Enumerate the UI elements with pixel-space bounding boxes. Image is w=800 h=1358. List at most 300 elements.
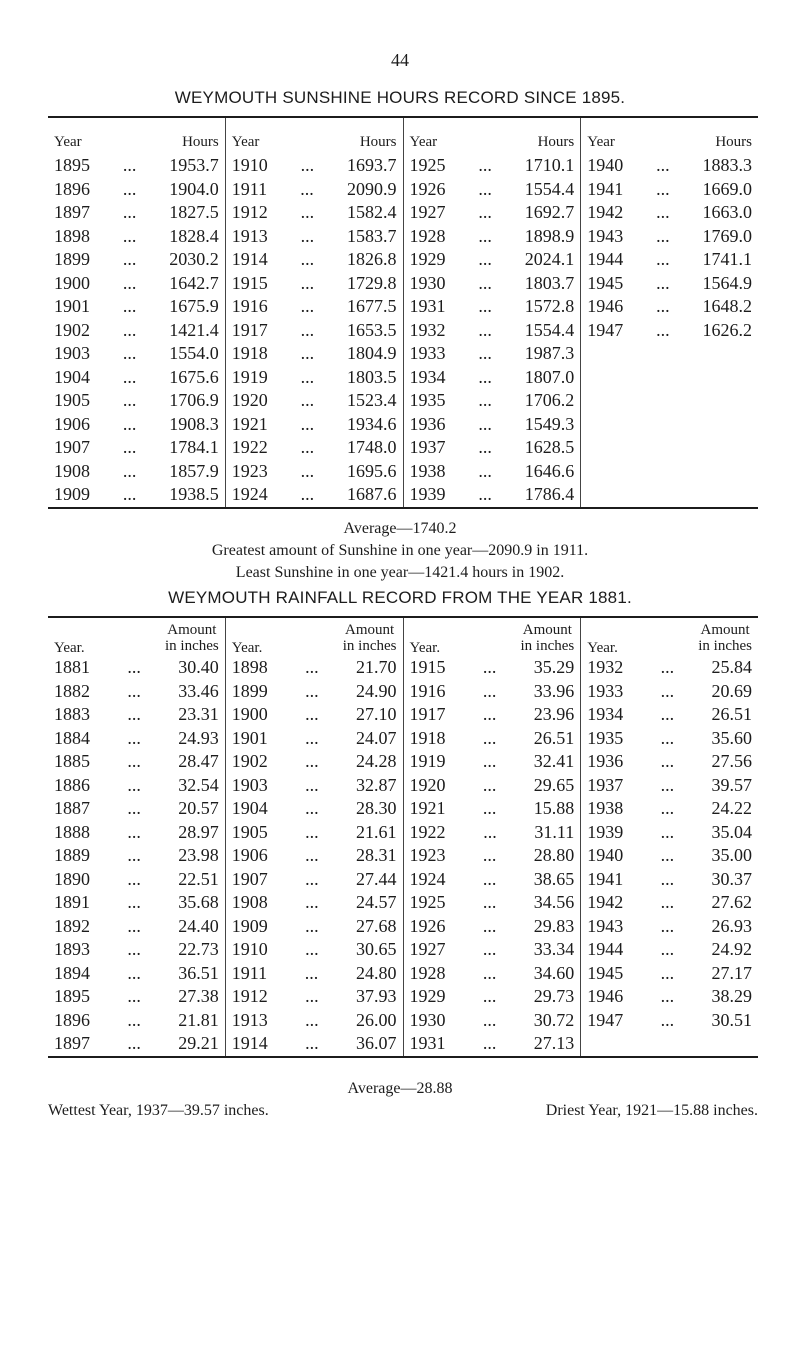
row-value: 1908.3	[169, 413, 219, 434]
leader-dots: ...	[127, 892, 141, 912]
leader-dots: ...	[127, 657, 141, 677]
row-value: 28.97	[178, 821, 219, 842]
row-value: 28.31	[356, 845, 397, 865]
row-value: 24.90	[356, 680, 397, 701]
page-number: 44	[391, 50, 409, 70]
leader-dots: ...	[478, 413, 492, 434]
row-year: 1898	[54, 225, 90, 246]
leader-dots: ...	[305, 798, 319, 818]
table-row	[410, 272, 575, 296]
row-value: 1554.0	[169, 343, 219, 363]
row-year: 1927	[409, 939, 446, 959]
row-value: 39.57	[711, 774, 752, 795]
row-value: 1642.7	[169, 272, 219, 293]
leader-dots: ...	[300, 460, 315, 481]
table-row	[54, 915, 219, 939]
leader-dots: ...	[483, 821, 497, 842]
row-year: 1920	[409, 774, 446, 795]
leader-dots: ...	[478, 484, 492, 504]
leader-dots: ...	[122, 249, 137, 269]
row-year: 1911	[231, 962, 268, 983]
table-row	[410, 1032, 575, 1056]
table-row	[54, 342, 219, 366]
sunshine-column-header	[232, 118, 397, 154]
leader-dots: ...	[305, 727, 319, 748]
row-value: 1987.3	[524, 343, 575, 363]
row-year: 1940	[587, 155, 624, 175]
table-row	[587, 774, 752, 798]
row-year: 1907	[231, 868, 268, 889]
row-year: 1943	[587, 225, 624, 246]
row-value: 35.60	[711, 727, 752, 748]
table-row	[54, 891, 219, 915]
leader-dots: ...	[482, 751, 497, 771]
leader-dots: ...	[127, 868, 141, 889]
table-row	[587, 750, 752, 774]
leader-dots: ...	[127, 986, 141, 1006]
rainfall-column	[226, 618, 404, 1056]
row-year: 1901	[231, 727, 268, 748]
row-value: 24.22	[711, 798, 752, 818]
row-value: 20.69	[711, 680, 752, 701]
leader-dots: ...	[482, 939, 497, 959]
row-year: 1886	[54, 774, 90, 795]
table-row	[54, 201, 219, 225]
row-year: 1910	[231, 155, 268, 175]
row-year: 1941	[587, 178, 624, 199]
row-value: 24.80	[356, 962, 397, 983]
rainfall-column-header	[54, 618, 219, 656]
leader-dots: ...	[300, 249, 315, 269]
row-value: 1582.4	[347, 202, 397, 222]
row-year: 1915	[231, 272, 268, 293]
table-row	[587, 962, 752, 986]
row-year: 1942	[587, 202, 624, 222]
table-row	[410, 891, 575, 915]
row-value: 27.17	[711, 962, 752, 983]
row-value: 1828.4	[169, 225, 219, 246]
row-year: 1922	[409, 821, 446, 842]
table-row	[232, 272, 397, 296]
row-year: 1881	[54, 657, 90, 677]
row-year: 1897	[54, 1033, 90, 1053]
leader-dots: ...	[660, 845, 675, 865]
row-value: 1648.2	[702, 296, 752, 316]
table-row	[54, 727, 219, 751]
header-amount-line2: in inches	[520, 638, 575, 654]
row-value: 1549.3	[524, 413, 575, 434]
table-row	[410, 460, 575, 484]
leader-dots: ...	[305, 680, 319, 701]
row-value: 28.80	[533, 845, 575, 865]
table-row	[232, 844, 397, 868]
table-row	[54, 844, 219, 868]
table-row	[232, 727, 397, 751]
leader-dots: ...	[127, 774, 141, 795]
leader-dots: ...	[300, 366, 315, 387]
header-year: Year	[409, 134, 438, 150]
table-row	[410, 750, 575, 774]
leader-dots: ...	[122, 390, 137, 410]
row-value: 32.41	[533, 751, 575, 771]
table-row	[54, 413, 219, 437]
row-year: 1926	[409, 915, 446, 936]
table-row	[54, 750, 219, 774]
row-year: 1896	[54, 178, 90, 199]
row-value: 29.65	[533, 774, 575, 795]
row-value: 21.61	[356, 821, 397, 842]
table-row	[232, 868, 397, 892]
row-value: 1898.9	[524, 225, 575, 246]
row-year: 1898	[231, 657, 268, 677]
table-row	[410, 319, 575, 343]
leader-dots: ...	[300, 484, 315, 504]
row-value: 1554.4	[524, 178, 575, 199]
header-amount-line1: Amount	[345, 622, 395, 638]
table-row	[587, 703, 752, 727]
leader-dots: ...	[656, 319, 670, 340]
row-year: 1908	[54, 460, 90, 481]
leader-dots: ...	[482, 986, 497, 1006]
row-year: 1935	[587, 727, 624, 748]
row-value: 26.93	[711, 915, 752, 936]
leader-dots: ...	[482, 845, 497, 865]
rainfall-column-header	[232, 618, 397, 656]
row-value: 36.07	[356, 1033, 397, 1053]
table-row	[587, 319, 752, 343]
row-value: 1857.9	[169, 460, 219, 481]
leader-dots: ...	[300, 413, 315, 434]
row-value: 2030.2	[169, 249, 219, 269]
row-year: 1936	[409, 413, 446, 434]
leader-dots: ...	[300, 319, 315, 340]
table-row	[232, 774, 397, 798]
row-value: 30.72	[533, 1009, 575, 1030]
row-year: 1888	[54, 821, 90, 842]
table-row	[54, 389, 219, 413]
leader-dots: ...	[478, 202, 492, 222]
table-row	[54, 962, 219, 986]
row-value: 27.56	[711, 751, 752, 771]
leader-dots: ...	[660, 962, 675, 983]
leader-dots: ...	[122, 484, 137, 504]
leader-dots: ...	[656, 249, 670, 269]
leader-dots: ...	[127, 1033, 141, 1053]
row-value: 29.83	[533, 915, 575, 936]
leader-dots: ...	[300, 178, 314, 199]
header-hours: Hours	[537, 134, 575, 150]
row-value: 1583.7	[347, 225, 397, 246]
row-value: 1693.7	[347, 155, 397, 175]
table-row	[410, 985, 575, 1009]
table-row	[54, 272, 219, 296]
row-value: 28.30	[356, 798, 397, 818]
row-value: 33.96	[533, 680, 575, 701]
header-year: Year	[231, 134, 260, 150]
leader-dots: ...	[305, 657, 319, 677]
row-year: 1931	[409, 296, 446, 316]
row-year: 1911	[231, 178, 268, 199]
rainfall-driest: Driest Year, 1921—15.88 inches.	[545, 1102, 758, 1119]
row-value: 20.57	[178, 798, 219, 818]
table-row	[54, 1009, 219, 1033]
row-value: 32.54	[178, 774, 219, 795]
row-year: 1939	[587, 821, 624, 842]
sunshine-column-header	[54, 118, 219, 154]
row-value: 34.56	[533, 892, 575, 912]
leader-dots: ...	[300, 437, 315, 457]
table-row	[54, 178, 219, 202]
leader-dots: ...	[478, 178, 492, 199]
leader-dots: ...	[660, 798, 675, 818]
row-year: 1944	[587, 249, 624, 269]
leader-dots: ...	[127, 939, 141, 959]
row-year: 1946	[587, 986, 624, 1006]
leader-dots: ...	[127, 751, 141, 771]
row-value: 1695.6	[347, 460, 397, 481]
table-row	[410, 915, 575, 939]
table-row	[54, 985, 219, 1009]
table-row	[232, 938, 397, 962]
table-row	[232, 248, 397, 272]
table-row	[54, 295, 219, 319]
leader-dots: ...	[482, 962, 497, 983]
row-year: 1916	[409, 680, 446, 701]
table-row	[54, 680, 219, 704]
leader-dots: ...	[305, 821, 319, 842]
table-row	[587, 821, 752, 845]
rainfall-extremes	[48, 1102, 758, 1120]
leader-dots: ...	[300, 272, 315, 293]
row-year: 1909	[231, 915, 268, 936]
leader-dots: ...	[127, 845, 141, 865]
row-value: 34.60	[533, 962, 575, 983]
header-amount-line2: in inches	[342, 638, 397, 654]
row-year: 1919	[231, 366, 268, 387]
row-value: 1564.9	[702, 272, 752, 293]
row-year: 1935	[409, 390, 446, 410]
sunshine-greatest: Greatest amount of Sunshine in one year—2090.9 in 1911.	[211, 542, 589, 559]
header-amount-line2: in inches	[698, 638, 752, 654]
sunshine-least: Least Sunshine in one year—1421.4 hours in 1902.	[235, 564, 565, 581]
row-year: 1916	[231, 296, 268, 316]
row-value: 26.51	[711, 704, 752, 724]
row-year: 1887	[54, 798, 90, 818]
table-row	[587, 248, 752, 272]
row-value: 27.13	[533, 1033, 575, 1053]
row-year: 1912	[231, 986, 268, 1006]
leader-dots: ...	[305, 868, 319, 889]
table-row	[232, 342, 397, 366]
table-row	[410, 342, 575, 366]
leader-dots: ...	[656, 225, 670, 246]
row-year: 1923	[409, 845, 446, 865]
row-year: 1892	[54, 915, 90, 936]
header-year: Year.	[231, 640, 263, 656]
leader-dots: ...	[305, 939, 319, 959]
row-year: 1942	[587, 892, 624, 912]
leader-dots: ...	[482, 704, 497, 724]
header-year: Year.	[587, 640, 618, 656]
leader-dots: ...	[127, 704, 141, 724]
leader-dots: ...	[122, 178, 137, 199]
row-year: 1946	[587, 296, 624, 316]
row-year: 1945	[587, 272, 624, 293]
row-year: 1918	[409, 727, 446, 748]
row-year: 1933	[409, 343, 446, 363]
table-row	[587, 868, 752, 892]
row-value: 32.87	[356, 774, 397, 795]
leader-dots: ...	[660, 1009, 675, 1030]
header-year: Year	[587, 134, 615, 150]
row-year: 1918	[231, 343, 268, 363]
table-row	[232, 891, 397, 915]
row-value: 1675.9	[169, 296, 219, 316]
leader-dots: ...	[482, 1033, 497, 1053]
table-row	[54, 225, 219, 249]
sunshine-column	[48, 118, 226, 507]
header-year: Year	[54, 134, 82, 150]
row-value: 1938.5	[169, 484, 219, 504]
row-value: 23.96	[533, 704, 575, 724]
leader-dots: ...	[660, 680, 675, 701]
row-year: 1924	[409, 868, 446, 889]
sunshine-column	[404, 118, 582, 507]
table-row	[232, 915, 397, 939]
table-row	[54, 868, 219, 892]
leader-dots: ...	[300, 343, 315, 363]
row-year: 1910	[231, 939, 268, 959]
leader-dots: ...	[127, 915, 141, 936]
table-row	[410, 366, 575, 390]
row-value: 23.31	[178, 704, 219, 724]
leader-dots: ...	[656, 296, 670, 316]
row-value: 21.70	[356, 657, 397, 677]
row-value: 1786.4	[524, 484, 575, 504]
table-row	[410, 962, 575, 986]
leader-dots: ...	[482, 727, 497, 748]
row-value: 1904.0	[169, 178, 219, 199]
leader-dots: ...	[127, 798, 141, 818]
leader-dots: ...	[305, 774, 319, 795]
table-row	[410, 178, 575, 202]
table-row	[232, 389, 397, 413]
table-row	[232, 1009, 397, 1033]
row-value: 1554.4	[524, 319, 575, 340]
row-year: 1882	[54, 680, 90, 701]
table-row	[587, 844, 752, 868]
leader-dots: ...	[482, 798, 497, 818]
row-value: 27.62	[711, 892, 752, 912]
leader-dots: ...	[482, 915, 497, 936]
row-value: 1706.9	[169, 390, 219, 410]
row-year: 1928	[409, 225, 446, 246]
row-year: 1925	[409, 892, 446, 912]
row-value: 37.93	[356, 986, 397, 1006]
table-row	[232, 201, 397, 225]
leader-dots: ...	[305, 986, 319, 1006]
sunshine-column-header	[410, 118, 575, 154]
leader-dots: ...	[660, 704, 675, 724]
row-year: 1907	[54, 437, 90, 457]
header-amount-line1: Amount	[167, 622, 217, 638]
leader-dots: ...	[305, 704, 319, 724]
leader-dots: ...	[660, 727, 675, 748]
sunshine-table	[48, 116, 758, 509]
row-year: 1924	[231, 484, 268, 504]
row-value: 1826.8	[347, 249, 397, 269]
rainfall-average: Average—28.88	[347, 1080, 453, 1097]
row-value: 1807.0	[524, 366, 575, 387]
row-year: 1923	[231, 460, 268, 481]
row-value: 1421.4	[169, 319, 219, 340]
row-year: 1929	[409, 986, 446, 1006]
table-row	[410, 821, 575, 845]
row-value: 1692.7	[524, 202, 575, 222]
table-row	[54, 656, 219, 680]
table-row	[410, 295, 575, 319]
row-value: 35.68	[178, 892, 219, 912]
leader-dots: ...	[478, 155, 492, 175]
row-year: 1943	[587, 915, 624, 936]
leader-dots: ...	[482, 892, 497, 912]
table-row	[54, 483, 219, 507]
leader-dots: ...	[660, 939, 675, 959]
row-value: 1626.2	[702, 319, 752, 340]
leader-dots: ...	[127, 680, 141, 701]
row-value: 1687.6	[347, 484, 397, 504]
table-row	[410, 774, 575, 798]
header-amount	[698, 622, 752, 656]
leader-dots: ...	[482, 868, 497, 889]
leader-dots: ...	[660, 986, 675, 1006]
row-year: 1934	[409, 366, 446, 387]
row-value: 33.46	[178, 680, 219, 701]
leader-dots: ...	[122, 202, 137, 222]
leader-dots: ...	[305, 892, 319, 912]
leader-dots: ...	[122, 296, 137, 316]
row-year: 1914	[231, 249, 268, 269]
row-year: 1895	[54, 986, 90, 1006]
row-value: 1710.1	[524, 155, 575, 175]
table-row	[587, 915, 752, 939]
row-value: 22.51	[178, 868, 219, 889]
leader-dots: ...	[122, 343, 137, 363]
leader-dots: ...	[127, 1009, 141, 1030]
table-row	[410, 938, 575, 962]
table-row	[587, 225, 752, 249]
table-row	[410, 1009, 575, 1033]
row-year: 1937	[587, 774, 624, 795]
leader-dots: ...	[127, 821, 141, 842]
row-value: 26.00	[356, 1009, 397, 1030]
row-year: 1912	[231, 202, 268, 222]
row-year: 1896	[54, 1009, 90, 1030]
table-row	[232, 295, 397, 319]
row-value: 29.21	[178, 1033, 219, 1053]
row-value: 1523.4	[347, 390, 397, 410]
row-value: 28.47	[178, 751, 219, 771]
row-year: 1906	[231, 845, 268, 865]
row-year: 1900	[231, 704, 268, 724]
row-value: 2090.9	[347, 178, 397, 199]
leader-dots: ...	[478, 366, 492, 387]
header-amount	[521, 622, 575, 656]
leader-dots: ...	[478, 272, 492, 293]
sunshine-average: Average—1740.2	[343, 520, 457, 537]
header-year: Year.	[54, 640, 85, 656]
table-row	[54, 703, 219, 727]
